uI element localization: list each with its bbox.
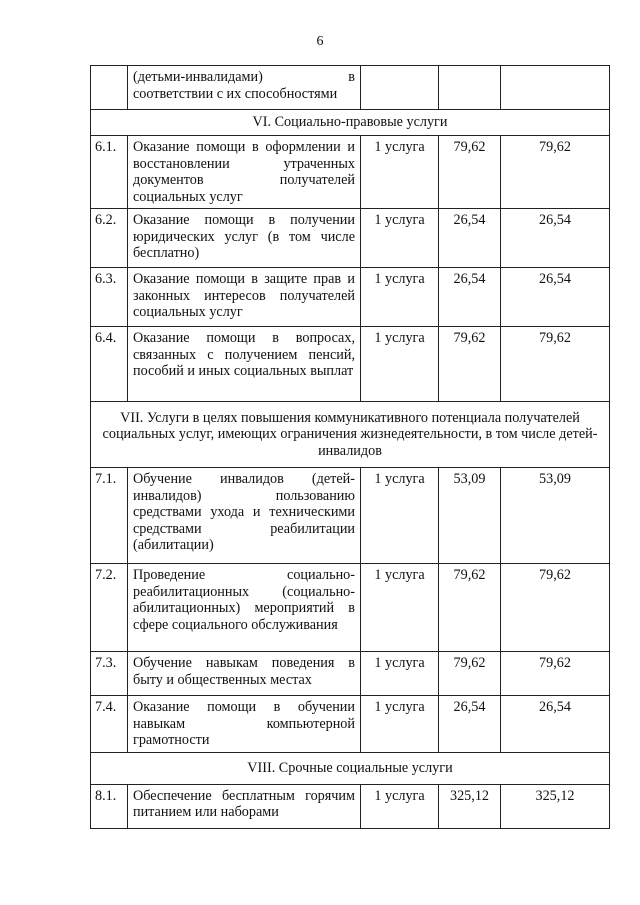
service-number: 7.4. (91, 696, 128, 753)
service-total: 53,09 (501, 468, 610, 564)
service-total: 79,62 (501, 564, 610, 652)
service-unit: 1 услуга (361, 696, 439, 753)
service-total: 79,62 (501, 136, 610, 209)
section-title: VI. Социально-правовые услуги (91, 110, 610, 136)
service-price: 26,54 (439, 696, 501, 753)
service-name: Оказание помощи в оформлении и восстановлении утраченных документов получателей социальных услуг (128, 136, 361, 209)
price-cell (439, 66, 501, 110)
section-header-row (91, 752, 610, 784)
service-number: 6.4. (91, 327, 128, 402)
table-row (91, 268, 610, 327)
unit-cell (361, 66, 439, 110)
service-total: 79,62 (501, 652, 610, 696)
section-header-row (91, 402, 610, 468)
service-name: Обучение инвалидов (детей-инвалидов) пользованию средствами ухода и техническими средствами реабилитации (абилитации) (128, 468, 361, 564)
section-title: VIII. Срочные социальные услуги (91, 752, 610, 784)
service-unit: 1 услуга (361, 652, 439, 696)
service-price: 79,62 (439, 564, 501, 652)
service-name: Оказание помощи в защите прав и законных интересов получателей социальных услуг (128, 268, 361, 327)
service-name: Обучение навыкам поведения в быту и общественных местах (128, 652, 361, 696)
service-unit: 1 услуга (361, 136, 439, 209)
table-row (91, 564, 610, 652)
service-unit: 1 услуга (361, 468, 439, 564)
service-total: 26,54 (501, 209, 610, 268)
service-price: 53,09 (439, 468, 501, 564)
service-unit: 1 услуга (361, 784, 439, 828)
table-row (91, 468, 610, 564)
service-number: 6.2. (91, 209, 128, 268)
service-name: Обеспечение бесплатным горячим питанием или наборами (128, 784, 361, 828)
num-cell (91, 66, 128, 110)
service-total: 325,12 (501, 784, 610, 828)
service-number: 6.3. (91, 268, 128, 327)
table-row (91, 784, 610, 828)
total-cell (501, 66, 610, 110)
table-row (91, 696, 610, 753)
service-name: Оказание помощи в вопросах, связанных с получением пенсий, пособий и иных социальных выплат (128, 327, 361, 402)
table-row (91, 327, 610, 402)
service-number: 7.1. (91, 468, 128, 564)
service-number: 8.1. (91, 784, 128, 828)
service-price: 79,62 (439, 327, 501, 402)
service-number: 7.2. (91, 564, 128, 652)
table-row (91, 209, 610, 268)
service-name: Проведение социально-реабилитационных (социально-абилитационных) мероприятий в сфере социального обслуживания (128, 564, 361, 652)
page-number: 6 (316, 34, 324, 49)
service-unit: 1 услуга (361, 209, 439, 268)
table-row (91, 652, 610, 696)
services-table (90, 65, 610, 829)
table-row (91, 66, 610, 110)
service-number: 7.3. (91, 652, 128, 696)
service-price: 79,62 (439, 652, 501, 696)
section-header-row (91, 110, 610, 136)
service-price: 26,54 (439, 268, 501, 327)
service-number: 6.1. (91, 136, 128, 209)
service-name: Оказание помощи в обучении навыкам компьютерной грамотности (128, 696, 361, 753)
service-total: 79,62 (501, 327, 610, 402)
service-price: 26,54 (439, 209, 501, 268)
service-unit: 1 услуга (361, 327, 439, 402)
service-total: 26,54 (501, 696, 610, 753)
service-unit: 1 услуга (361, 268, 439, 327)
service-price: 325,12 (439, 784, 501, 828)
table-row (91, 136, 610, 209)
section-title: VII. Услуги в целях повышения коммуникативного потенциала получателей социальных услуг, имеющих ограничения жизнедеятельности, в том числе детей-инвалидов (91, 402, 610, 468)
service-total: 26,54 (501, 268, 610, 327)
service-name: Оказание помощи в получении юридических услуг (в том числе бесплатно) (128, 209, 361, 268)
service-price: 79,62 (439, 136, 501, 209)
service-unit: 1 услуга (361, 564, 439, 652)
service-name: (детьми-инвалидами) в соответствии с их способностями (128, 66, 361, 110)
